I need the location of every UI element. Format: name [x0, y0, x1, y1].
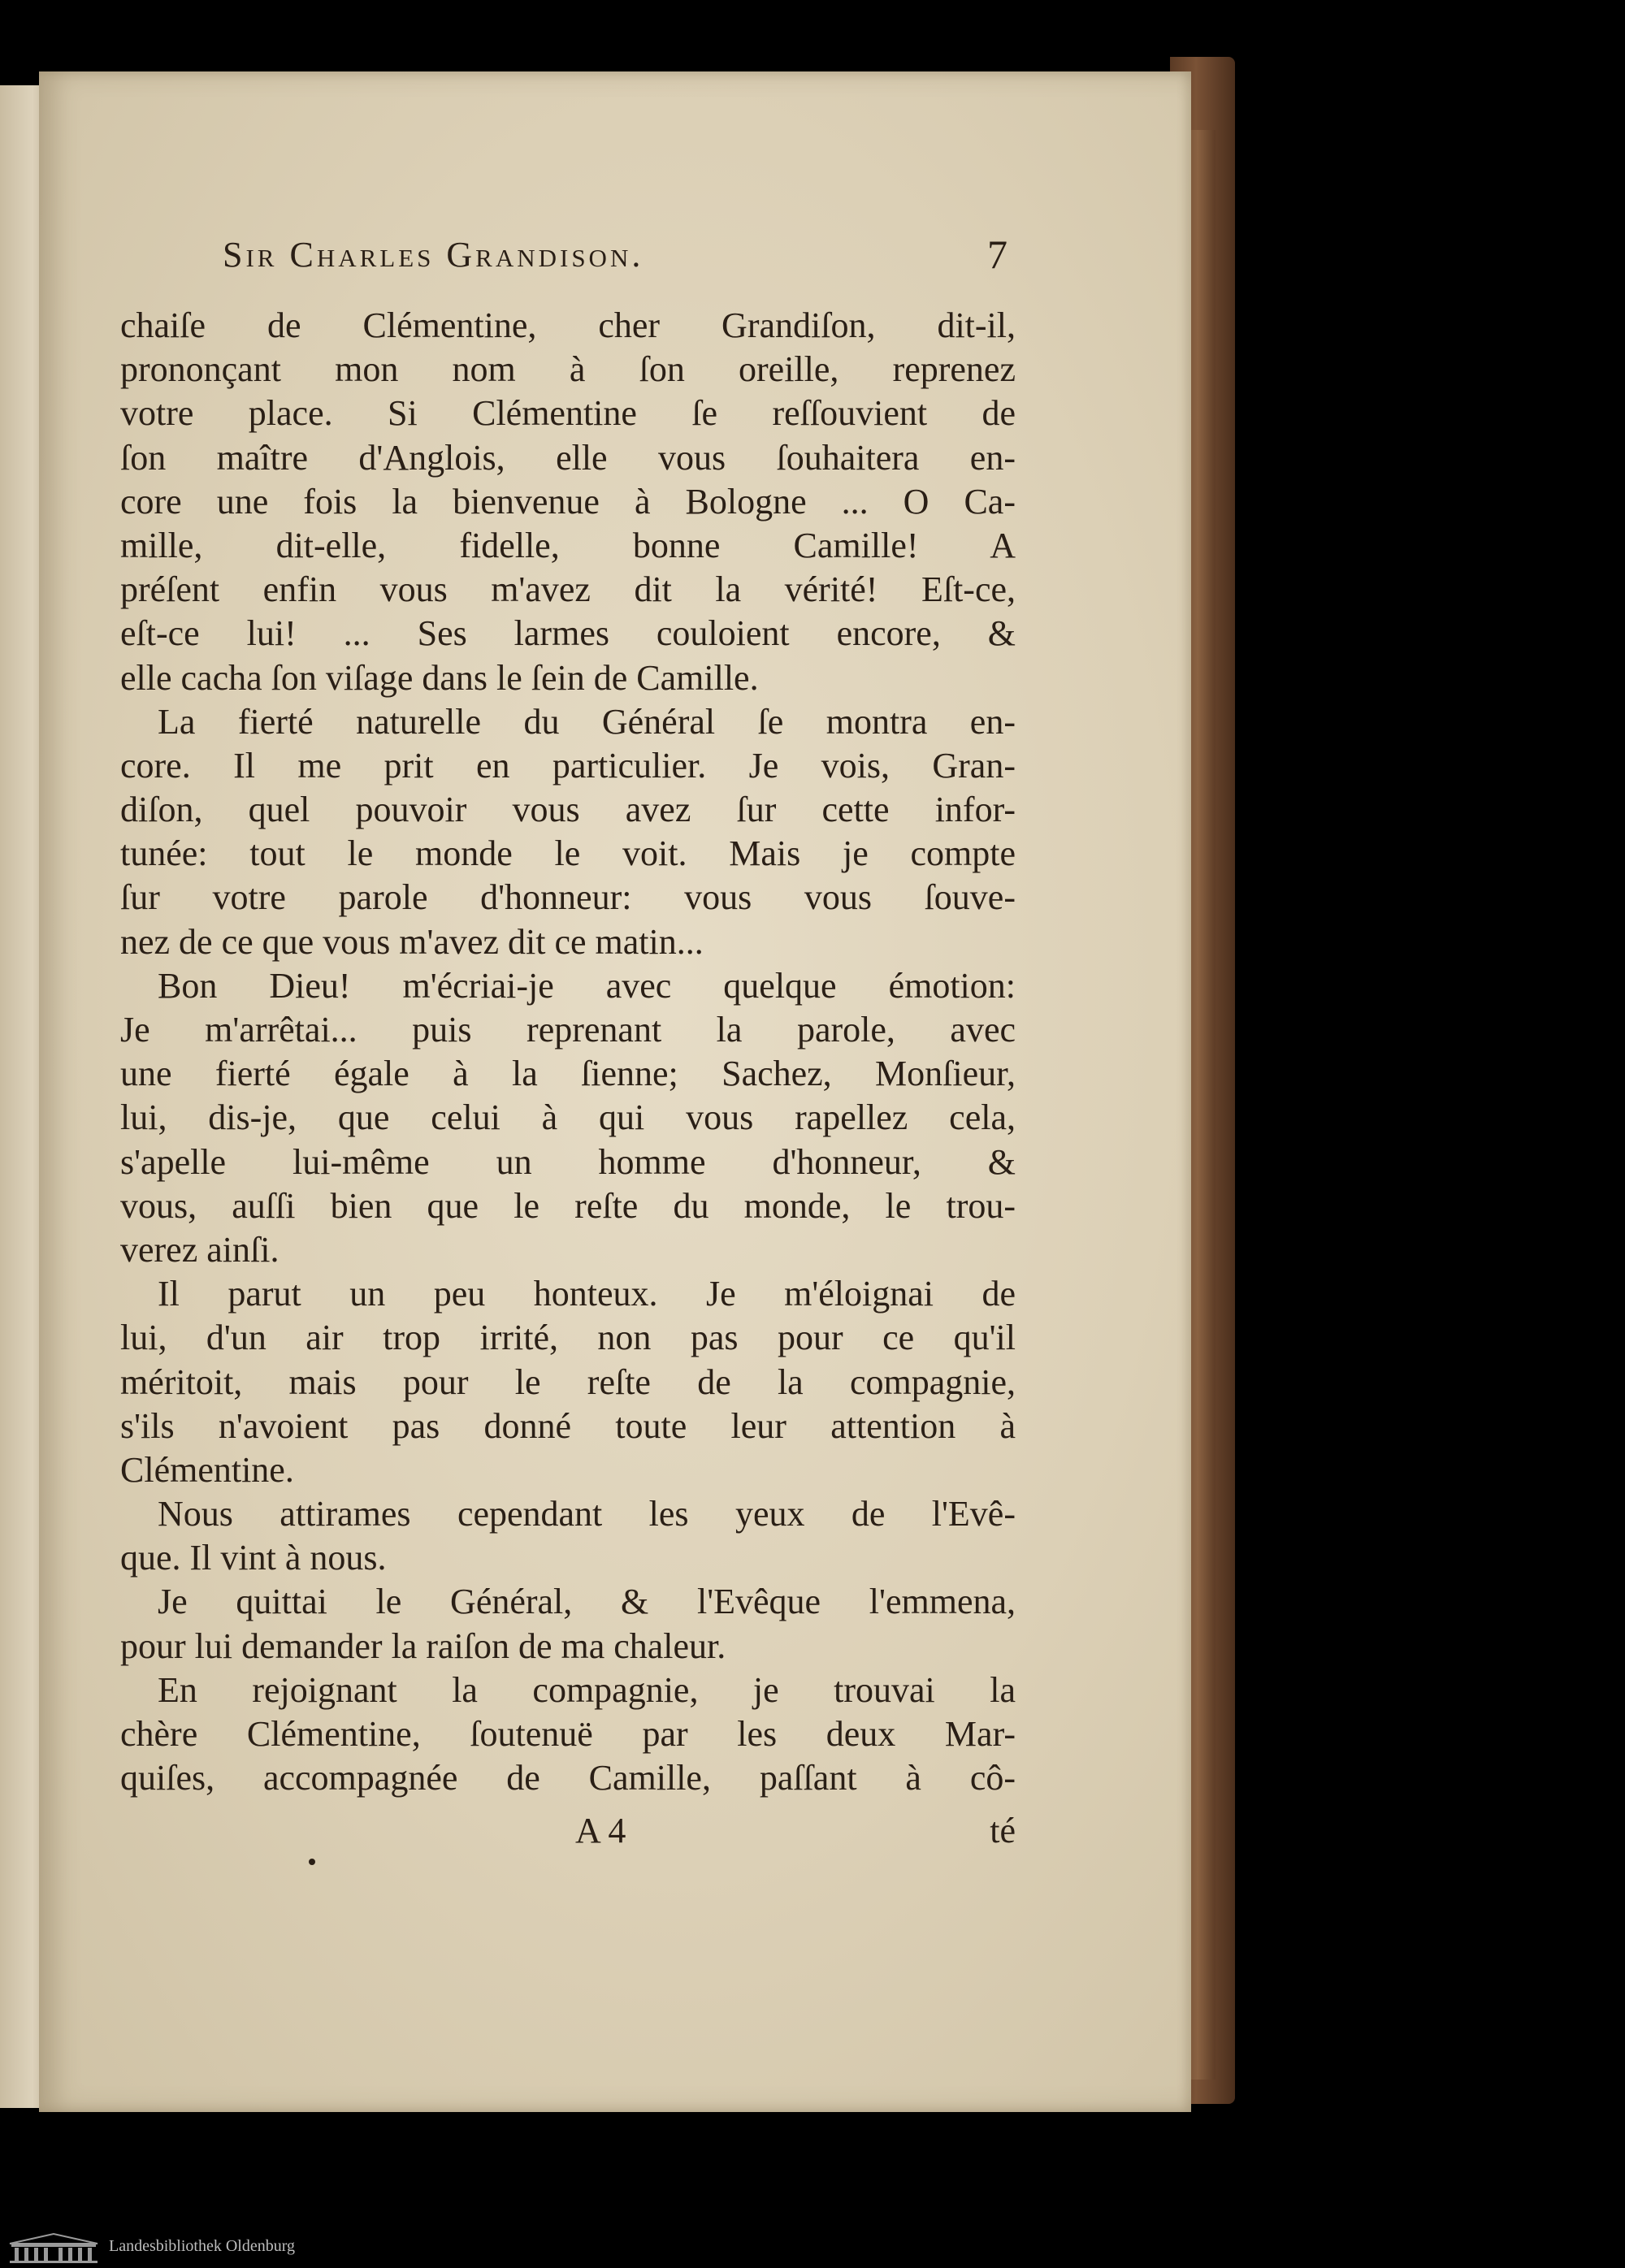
text-line: tunée: tout le monde le voit. Mais je compte	[120, 833, 1016, 874]
page-number: 7	[987, 232, 1011, 277]
book-page	[39, 71, 1191, 2112]
text-line: que. Il vint à nous.	[120, 1538, 387, 1578]
text-line: Clémentine.	[120, 1449, 294, 1490]
text-line: mille, dit-elle, fidelle, bonne Camille! A	[120, 525, 1016, 565]
text-line: ſur votre parole d'honneur: vous vous ſouve-	[120, 877, 1016, 918]
signature-mark: A 4	[575, 1811, 626, 1850]
text-line: une fierté égale à la ſienne; Sachez, Monſieur,	[120, 1054, 1016, 1094]
footer-label: Landesbibliothek Oldenburg	[109, 2237, 296, 2255]
text-line: prononçant mon nom à ſon oreille, reprenez	[120, 349, 1016, 390]
text-line: ſon maître d'Anglois, elle vous ſouhaitera en-	[120, 437, 1016, 478]
text-line: s'ils n'avoient pas donné toute leur attention à	[120, 1405, 1016, 1446]
text-line: Je m'arrêtai... puis reprenant la parole, avec	[120, 1010, 1016, 1050]
text-line: Bon Dieu! m'écriai-je avec quelque émotion:	[158, 965, 1016, 1006]
text-line: nez de ce que vous m'avez dit ce matin...	[120, 921, 704, 962]
text-line: elle cacha ſon viſage dans le ſein de Camille.	[120, 657, 759, 698]
text-line: Nous attirames cependant les yeux de l'Evê-	[158, 1494, 1016, 1534]
text-line: quiſes, accompagnée de Camille, paſſant à cô-	[120, 1758, 1016, 1798]
text-line: s'apelle lui-même un homme d'honneur, &	[120, 1141, 1016, 1182]
text-line: vous, auſſi bien que le reſte du monde, le trou-	[120, 1185, 1016, 1226]
text-line: préſent enfin vous m'avez dit la vérité! Eſt-ce,	[120, 569, 1016, 610]
text-line: lui, d'un air trop irrité, non pas pour ce qu'il	[120, 1318, 1016, 1358]
text-line: Je quittai le Général, & l'Evêque l'emmena,	[158, 1582, 1016, 1622]
body-text	[120, 304, 1016, 1800]
text-line: eſt-ce lui! ... Ses larmes couloient encore, &	[120, 613, 1016, 654]
text-line: lui, dis-je, que celui à qui vous rapellez cela,	[120, 1097, 1016, 1138]
text-line: La fierté naturelle du Général ſe montra en-	[158, 701, 1016, 742]
text-line: core. Il me prit en particulier. Je vois, Gran-	[120, 745, 1016, 786]
text-line: verez ainſi.	[120, 1229, 280, 1270]
catchword: té	[990, 1811, 1016, 1850]
ink-dot	[309, 1859, 315, 1865]
text-line: pour lui demander la raiſon de ma chaleur.	[120, 1625, 726, 1666]
text-line: diſon, quel pouvoir vous avez ſur cette infor-	[120, 790, 1016, 830]
text-line: chaiſe de Clémentine, cher Grandiſon, dit-il,	[120, 305, 1016, 345]
text-line: votre place. Si Clémentine ſe reſſouvient de	[120, 393, 1016, 434]
text-line: chère Clémentine, ſoutenuë par les deux Mar-	[120, 1714, 1016, 1754]
text-line: core une fois la bienvenue à Bologne ... O Ca-	[120, 481, 1016, 522]
signature-line	[120, 1810, 1016, 1859]
text-line: Il parut un peu honteux. Je m'éloignai de	[158, 1274, 1016, 1314]
library-building-icon	[6, 2232, 101, 2265]
text-line: méritoit, mais pour le reſte de la compagnie,	[120, 1361, 1016, 1402]
text-line: En rejoignant la compagnie, je trouvai la	[158, 1669, 1016, 1710]
running-head	[223, 234, 1011, 291]
running-head-title: Sir Charles Grandison.	[223, 235, 644, 275]
